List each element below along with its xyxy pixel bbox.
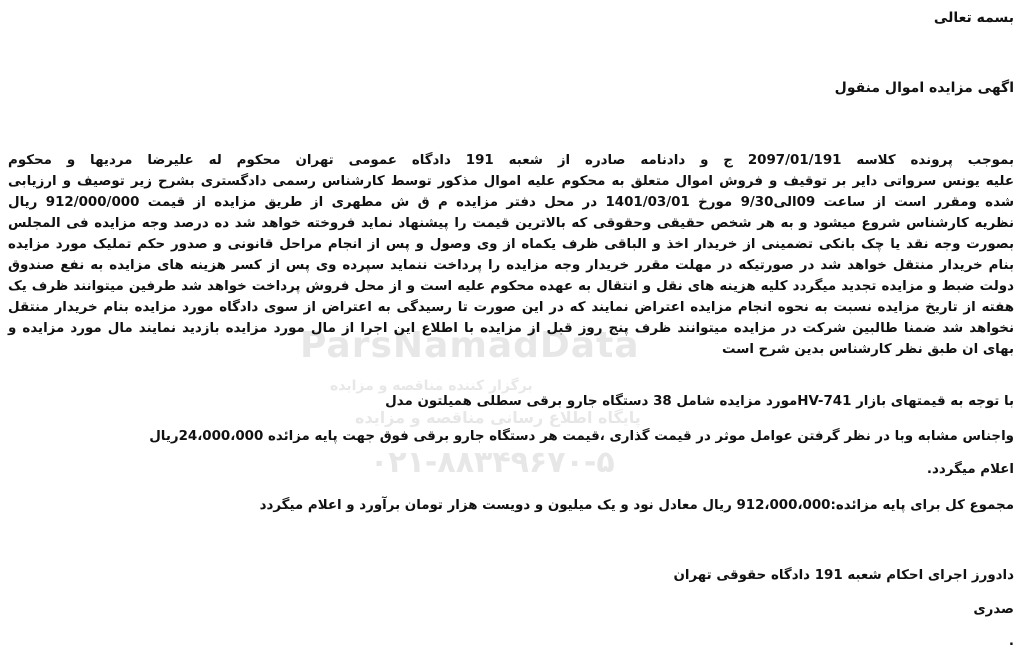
item-announce-line: اعلام میگردد.: [926, 462, 1014, 477]
item-price-line: واجناس مشابه وبا در نظر گرفتن عوامل موثر در قیمت گذاری ،قیمت هر دستگاه جارو برقی فوق جهت پایه مزائده 24،000،000ریال: [149, 429, 1014, 444]
watermark-slogan: برگزار کننده مناقصه و مزایده: [330, 378, 533, 394]
total-base-price: مجموع کل برای پایه مزائده:912،000،000 ریال معادل نود و یک میلیون و دویست هزار تومان برآورد و اعلام میگردد: [259, 498, 1014, 513]
paragraph-line: نخواهد شد ضمنا طالبین شرکت در مزایده میتوانند ظرف پنج روز قبل از مزایده با اطلاع این اجرا از مال مورد مزایده بازدید نمایند مال مورد مزایده و: [8, 321, 1014, 336]
paragraph-line: شده ومقرر است از ساعت 09الی9/30 مورخ 1401/03/01 در محل دفتر مزایده م ق ش مطهری از طریق مزایده از قیمت 912/000/000 ریال: [8, 195, 1014, 210]
watermark-logo: ParsNamadData: [300, 325, 640, 366]
bismillah-heading: بسمه تعالی: [933, 10, 1014, 26]
signature-name: صدری: [973, 602, 1014, 617]
paragraph-line: نظریه کارشناس شروع میشود و به هر شخص حقیقی وحقوقی که بالاترین قیمت را پیشنهاد نماید فروخته خواهد شد ده درصد وجه مزایده فی المجلس: [8, 216, 1014, 231]
signature-title: دادورز اجرای احکام شعبه 191 دادگاه حقوقی تهران: [673, 568, 1014, 583]
item-description-line: با توجه به قیمتهای بازار HV-741مورد مزایده شامل 38 دستگاه جارو برقی سطلی همیلتون مدل: [385, 394, 1014, 409]
paragraph-line: بصورت وجه نقد یا چک بانکی تضمینی از خریدار اخذ و الباقی ظرف یکماه از وی وصول و پس از انجام مراحل قانونی و صدور حکم تملیک مورد مزایده: [8, 237, 1014, 252]
watermark-subtitle: پایگاه اطلاع رسانی مناقصه و مزایده: [355, 408, 641, 427]
paragraph-line: دولت ضبط و مزایده تجدید میگردد کلیه هزینه های نقل و انتقال به عهده محکوم علیه است و از محل فروش پرداخت خواهد شد طرفین میتوانند ظرف یک: [8, 279, 1014, 294]
paragraph-line: بهای ان طبق نظر کارشناس بدین شرح است: [722, 342, 1014, 357]
paragraph-line: هفته از تاریخ مزایده نسبت به نحوه انجام مزایده اعتراض نمایند که در این صورت تا رسیدگی به اعتراض از سوی دادگاه مورد مزایده بنام خریدار منتقل: [8, 300, 1014, 315]
watermark-phone: ۰۲۱-۸۸۳۴۹۶۷۰-۵: [370, 445, 615, 480]
paragraph-line: بنام خریدار منتقل خواهد شد در صورتیکه در مهلت مقرر خریدار وجه مزایده را پرداخت ننماید سپرده وی پس از کسر هزینه های مزایده به نفع صندوق: [8, 258, 1014, 273]
notice-title: اگهی مزایده اموال منقول: [834, 80, 1014, 96]
paragraph-line: علیه یونس سرواتی دایر بر توقیف و فروش اموال متعلق به محکوم علیه اموال مذکور توسط کارشناس رسمی دادگستری بشرح زیر توصیف و ارزیابی: [8, 174, 1014, 189]
paragraph-line: بموجب پرونده کلاسه 2097/01/191 ج و دادنامه صادره از شعبه 191 دادگاه عمومی تهران محکوم له علیرضا مردیها و محکوم: [8, 153, 1015, 168]
signature-mark: .: [1008, 634, 1014, 649]
